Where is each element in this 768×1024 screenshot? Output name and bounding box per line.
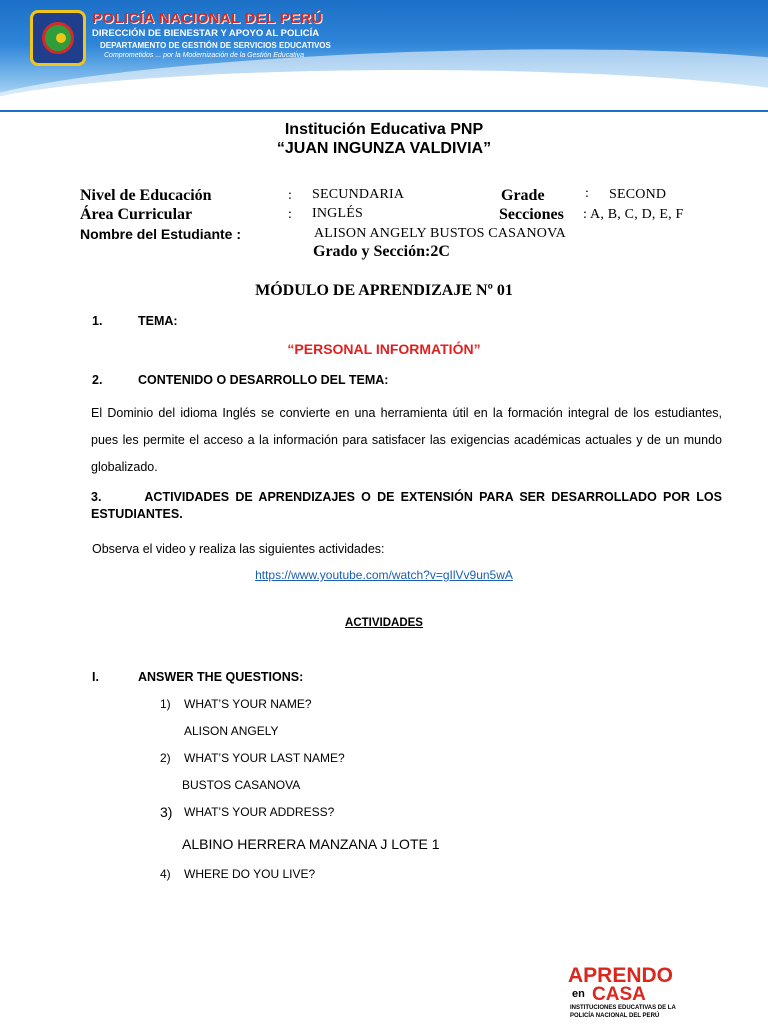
section-3-heading: 3. ACTIVIDADES DE APRENDIZAJES O DE EXTENSIÓN PARA SER DESARROLLADO POR LOS ESTUDIANTES. — [91, 490, 726, 521]
student-label: Nombre del Estudiante : — [80, 226, 242, 242]
question-number: 4) — [160, 867, 171, 881]
section-2-paragraph: El Dominio del idioma Inglés se convierte en una herramienta útil en la formación integral de los estudiantes, pues les permite el acceso a la información para satisfacer las exigencias académicas actuales y de un mundo globalizado. — [91, 406, 722, 474]
logo-casa: CASA — [592, 984, 646, 1005]
nivel-label: Nivel de Educación — [80, 187, 212, 204]
questions-section-label: ANSWER THE QUESTIONS: — [138, 670, 304, 684]
section-1-number: 1. — [92, 314, 103, 328]
emblem-sun — [56, 33, 66, 43]
section-1-label: TEMA: — [138, 314, 178, 328]
header-banner — [0, 0, 768, 112]
grade-colon: : — [585, 186, 589, 201]
grade-value: SECOND — [609, 187, 667, 202]
sections-value: : A, B, C, D, E, F — [583, 207, 684, 222]
police-emblem-icon — [30, 10, 86, 66]
logo-en: en — [572, 988, 585, 1000]
logo-subtitle-2: POLICÍA NACIONAL DEL PERÚ — [570, 1013, 660, 1019]
logo-aprendo: APRENDO — [568, 964, 674, 987]
topic-title: “PERSONAL INFORMATIÓN” — [287, 341, 481, 357]
school-name: “JUAN INGUNZA VALDIVIA” — [276, 140, 492, 157]
sections-label: Secciones — [499, 206, 564, 223]
grado-seccion: Grado y Sección:2C — [313, 243, 450, 260]
questions-section-number: I. — [92, 670, 99, 684]
section-2-label: CONTENIDO O DESARROLLO DEL TEMA: — [138, 373, 389, 387]
grade-label: Grade — [501, 187, 545, 204]
module-title: MÓDULO DE APRENDIZAJE Nº 01 — [255, 282, 513, 299]
question-text: WHERE DO YOU LIVE? — [184, 867, 316, 881]
question-text: WHAT’S YOUR NAME? — [184, 697, 312, 711]
activities-heading: ACTIVIDADES — [345, 617, 423, 629]
banner-department: DEPARTAMENTO DE GESTIÓN DE SERVICIOS EDUCATIVOS — [100, 41, 331, 50]
area-colon: : — [288, 207, 292, 222]
answer-text: ALBINO HERRERA MANZANA J LOTE 1 — [182, 836, 440, 852]
logo-subtitle-1: INSTITUCIONES EDUCATIVAS DE LA — [570, 1005, 676, 1011]
question-number: 3) — [160, 804, 173, 820]
answer-text: ALISON ANGELY — [184, 724, 279, 738]
aprendo-en-casa-logo — [566, 962, 696, 1024]
question-number: 1) — [160, 697, 171, 711]
banner-org: POLICÍA NACIONAL DEL PERÚ — [92, 10, 323, 27]
banner-division: DIRECCIÓN DE BIENESTAR Y APOYO AL POLICÍA — [92, 28, 320, 39]
area-label: Área Curricular — [80, 206, 193, 223]
question-text: WHAT’S YOUR LAST NAME? — [184, 751, 345, 765]
student-value: ALISON ANGELY BUSTOS CASANOVA — [314, 226, 566, 241]
question-number: 2) — [160, 751, 171, 765]
nivel-colon: : — [288, 188, 292, 203]
question-text: WHAT’S YOUR ADDRESS? — [184, 805, 335, 819]
banner-rule — [0, 110, 768, 112]
section-2-number: 2. — [92, 373, 103, 387]
banner-motto: Comprometidos ... por la Modernización de la Gestión Educativa — [104, 52, 304, 59]
video-link[interactable]: https://www.youtube.com/watch?v=gIlVv9un5wA — [255, 568, 513, 582]
emblem-shield — [42, 22, 74, 54]
area-value: INGLÉS — [312, 206, 363, 221]
nivel-value: SECUNDARIA — [312, 187, 405, 202]
answer-text: BUSTOS CASANOVA — [182, 778, 301, 792]
instruction-text: Observa el video y realiza las siguientes actividades: — [92, 542, 385, 556]
institution-name: Institución Educativa PNP — [284, 121, 484, 138]
